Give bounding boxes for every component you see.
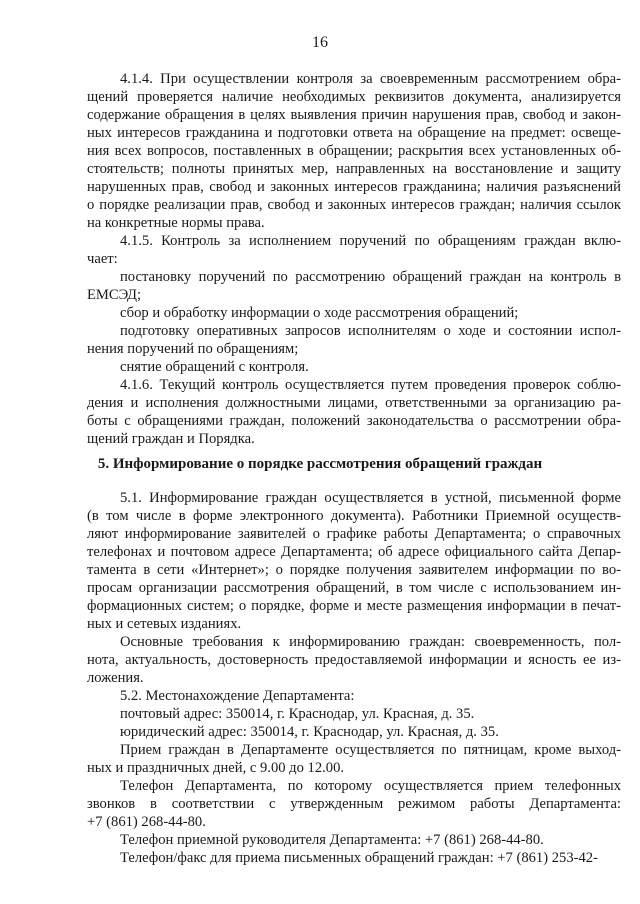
text-line: снятие обращений с контроля.: [120, 359, 309, 375]
text-line: ных и сетевых изданиях.: [87, 616, 242, 632]
text-line: сбор и обработку информации о ходе рассмотрения обращений;: [120, 305, 519, 321]
text-line: ных интересов гражданина и подготовки ответа на обращение на предмет: освеще-: [87, 125, 621, 141]
text-line: формационных систем; о порядке, форме и месте размещения информации в печат-: [87, 598, 621, 614]
text-line: Телефон приемной руководителя Департамента: +7 (861) 268-44-80.: [120, 832, 544, 848]
text-line: боты с обращениями граждан, положений законодательства о рассмотрении обра-: [87, 413, 621, 429]
text-line: содержание обращения в целях выявления причин нарушения прав, свобод и закон-: [87, 107, 621, 123]
text-line: +7 (861) 268-44-80.: [87, 814, 206, 830]
text-line: ЕМСЭД;: [87, 287, 142, 303]
text-line: 5.2. Местонахождение Департамента:: [120, 688, 355, 704]
page-number: 16: [312, 34, 328, 51]
text-line: 4.1.5. Контроль за исполнением поручений по обращениям граждан вклю-: [120, 233, 621, 249]
text-line: ляют информирование заявителей о графике работы Департамента; о справочных: [87, 526, 621, 542]
text-line: 4.1.4. При осуществлении контроля за своевременным рассмотрением обра-: [120, 71, 621, 87]
text-line: 4.1.6. Текущий контроль осуществляется путем проведения проверок соблю-: [120, 377, 621, 393]
text-line: звонков в соответствии с утвержденным режимом работы Департамента:: [87, 796, 621, 812]
text-line: щений граждан и Порядка.: [87, 431, 255, 447]
text-line: юридический адрес: 350014, г. Краснодар, ул. Красная, д. 35.: [120, 724, 499, 740]
text-line: о порядке реализации прав, свобод и законных интересов граждан; наличия ссылок: [87, 197, 621, 213]
text-line: просам организации рассмотрения обращений, в том числе с использованием ин-: [87, 580, 621, 596]
text-line: щений проверяется наличие необходимых реквизитов документа, анализируется: [87, 89, 621, 105]
text-line: тамента в сети «Интернет»; о порядке получения заявителем информации по во-: [87, 562, 621, 578]
text-line: чает:: [87, 251, 118, 267]
text-line: Основные требования к информированию граждан: своевременность, пол-: [120, 634, 621, 650]
text-line: ложения.: [87, 670, 144, 686]
text-line: телефонах и почтовом адресе Департамента; об адресе официального сайта Депар-: [87, 544, 621, 560]
text-line: Телефон Департамента, по которому осуществляется прием телефонных: [120, 778, 621, 794]
text-line: Телефон/факс для приема письменных обращений граждан: +7 (861) 253-42-: [120, 850, 598, 866]
text-line: ния всех вопросов, поставленных в обращении; раскрытия всех установленных об-: [87, 143, 621, 159]
text-line: подготовку оперативных запросов исполнителям о ходе и состоянии испол-: [120, 323, 621, 339]
text-line: почтовый адрес: 350014, г. Краснодар, ул. Красная, д. 35.: [120, 706, 475, 722]
text-line: нота, актуальность, достоверность предоставляемой информации и ясность ее из-: [87, 652, 621, 668]
text-line: постановку поручений по рассмотрению обращений граждан на контроль в: [120, 269, 621, 285]
text-line: нарушенных прав, свобод и законных интересов гражданина; наличия разъяснений: [87, 179, 621, 195]
text-line: Прием граждан в Департаменте осуществляется по пятницам, кроме выход-: [120, 742, 621, 758]
section-heading: 5. Информирование о порядке рассмотрения обращений граждан: [97, 456, 543, 472]
text-line: на конкретные нормы права.: [87, 215, 265, 231]
text-line: стоятельств; полноты принятых мер, направленных на восстановление и защиту: [87, 161, 621, 177]
text-line: дения и исполнения должностными лицами, ответственными за организацию ра-: [87, 395, 621, 411]
text-line: (в том числе в форме электронного документа). Работники Приемной осуществ-: [87, 508, 621, 524]
text-line: ных и праздничных дней, с 9.00 до 12.00.: [87, 760, 345, 776]
text-line: 5.1. Информирование граждан осуществляется в устной, письменной форме: [120, 490, 621, 506]
text-line: нения поручений по обращениям;: [87, 341, 299, 357]
